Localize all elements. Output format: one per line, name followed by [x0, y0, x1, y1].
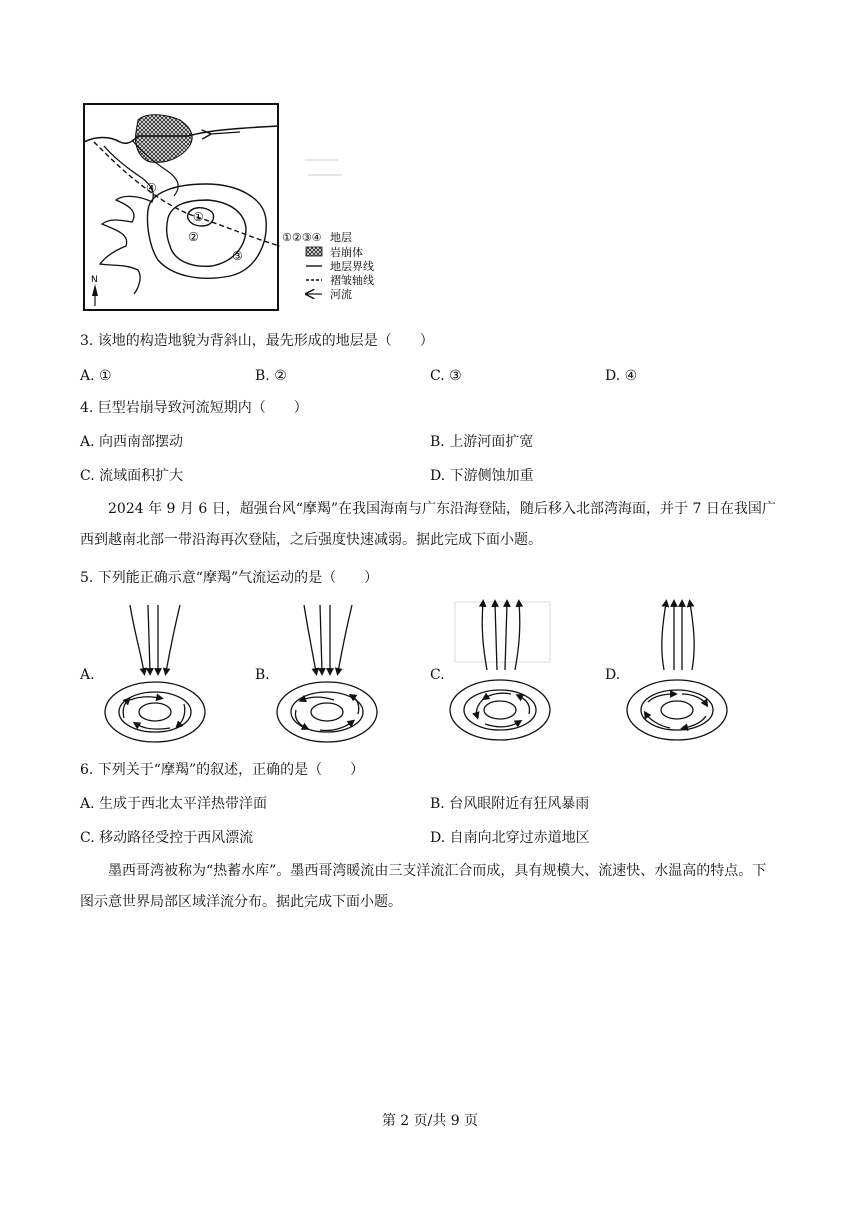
q3-option-b[interactable]: B. ② — [255, 368, 287, 384]
airflow-diagram-d — [622, 598, 737, 748]
q5-label-a[interactable]: A. — [80, 667, 95, 683]
geology-map-figure — [80, 100, 380, 315]
q5-label-d[interactable]: D. — [605, 667, 621, 683]
q5-diagram-d[interactable] — [622, 598, 737, 748]
q6-stem: 6. 下列关于“摩羯”的叙述，正确的是（ ） — [80, 762, 365, 778]
legend-label-layers: 地层 — [330, 231, 352, 244]
legend-label-river: 河流 — [330, 288, 352, 301]
q3-option-c[interactable]: C. ③ — [430, 368, 462, 384]
q3-option-d[interactable]: D. ④ — [605, 368, 638, 384]
gulf-passage: 墨西哥湾被称为“热蓄水库”。墨西哥湾暖流由三支洋流汇合而成，具有规模大、流速快、水温高的特点。下图示意世界局部区域洋流分布。据此完成下面小题。 — [80, 863, 767, 910]
legend-symbol-layers: ①②③④ — [282, 231, 322, 244]
legend-label-boundary: 地层界线 — [330, 260, 374, 273]
airflow-diagram-c — [445, 598, 560, 748]
legend-label-fold-axis: 褶皱轴线 — [330, 274, 374, 287]
q3-option-a[interactable]: A. ① — [80, 368, 112, 384]
q5-stem: 5. 下列能正确示意“摩羯”气流运动的是（ ） — [80, 570, 379, 586]
q6-option-a[interactable]: A. 生成于西北太平洋热带洋面 — [80, 796, 268, 812]
geology-map — [80, 100, 380, 315]
airflow-diagram-a — [100, 600, 215, 750]
layer-mark-4: ④ — [146, 181, 157, 195]
layer-mark-3: ③ — [232, 249, 243, 263]
page-footer: 第 2 页/共 9 页 — [381, 1113, 479, 1129]
q4-stem: 4. 巨型岩崩导致河流短期内（ ） — [80, 400, 308, 416]
q6-option-b[interactable]: B. 台风眼附近有狂风暴雨 — [430, 796, 590, 812]
north-label: N — [91, 275, 98, 285]
legend-label-rockfall: 岩崩体 — [330, 246, 363, 259]
q5-label-b[interactable]: B. — [255, 667, 270, 683]
q3-stem: 3. 该地的构造地貌为背斜山，最先形成的地层是（ ） — [80, 333, 434, 349]
map-legend — [282, 230, 374, 301]
q4-option-d[interactable]: D. 下游侧蚀加重 — [430, 468, 534, 484]
q4-option-b[interactable]: B. 上游河面扩宽 — [430, 434, 534, 450]
q5-diagram-c[interactable] — [445, 598, 560, 748]
q6-option-c[interactable]: C. 移动路径受控于西风漂流 — [80, 830, 254, 846]
layer-mark-2: ② — [188, 230, 199, 244]
q4-option-a[interactable]: A. 向西南部摆动 — [80, 434, 184, 450]
typhoon-passage: 2024 年 9 月 6 日，超强台风“摩羯”在我国海南与广东沿海登陆，随后移入北部湾海面，并于 7 日在我国广西到越南北部一带沿海再次登陆，之后强度快速减弱。据此完成下面小题。 — [80, 501, 776, 548]
q5-label-c[interactable]: C. — [430, 667, 445, 683]
layer-mark-1: ① — [193, 210, 204, 224]
q6-option-d[interactable]: D. 自南向北穿过赤道地区 — [430, 830, 590, 846]
rockfall-body — [136, 115, 193, 163]
q4-option-c[interactable]: C. 流域面积扩大 — [80, 468, 184, 484]
airflow-diagram-b — [272, 600, 387, 750]
q5-diagram-b[interactable] — [272, 600, 387, 750]
north-arrow-icon — [92, 284, 98, 306]
q5-diagram-a[interactable] — [100, 600, 215, 750]
